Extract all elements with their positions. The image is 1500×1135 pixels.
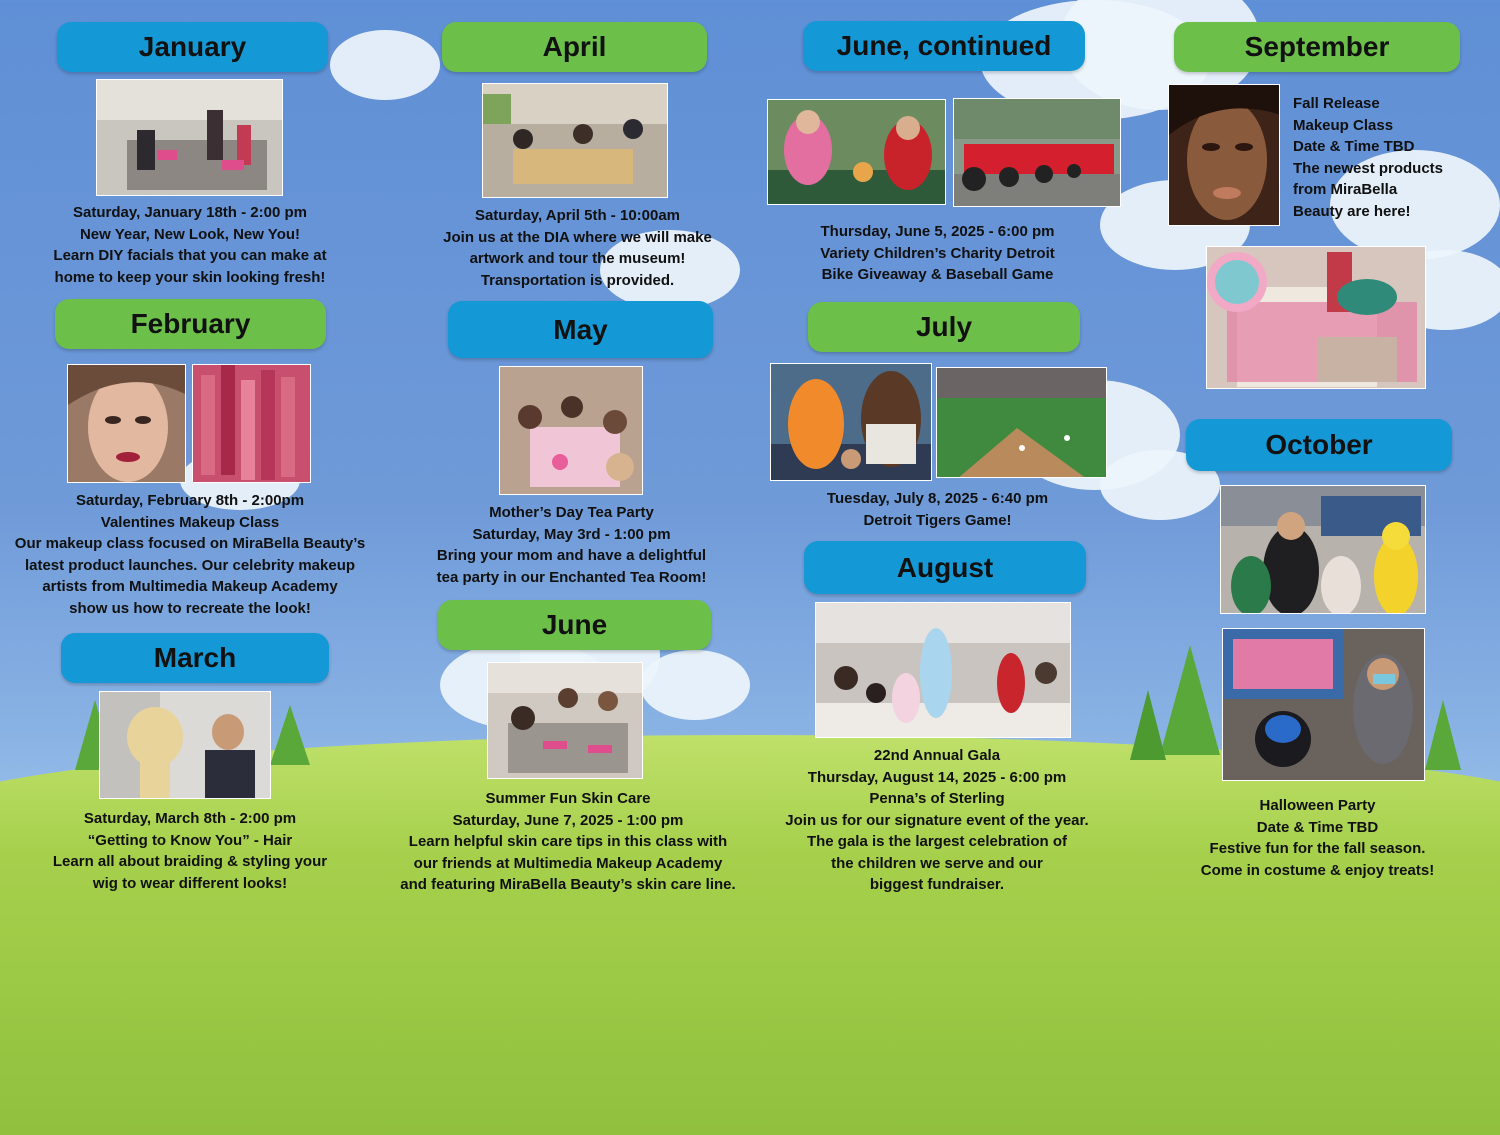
month-header-january: January bbox=[57, 22, 328, 72]
caption-april: Saturday, April 5th - 10:00am Join us at the DIA where we will make artwork and tour the museum! Transportation is provided. bbox=[443, 207, 712, 289]
photo-july-baseball-field bbox=[936, 367, 1107, 478]
photo-june-skin-care bbox=[487, 662, 643, 779]
caption-october: Halloween Party Date & Time TBD Festive fun for the fall season. Come in costume & enjoy treats! bbox=[1200, 797, 1435, 879]
photo-february-model bbox=[67, 364, 186, 483]
month-header-august: August bbox=[804, 541, 1086, 594]
month-header-june-continued: June, continued bbox=[803, 21, 1085, 71]
photo-august-gala bbox=[815, 602, 1071, 738]
caption-march: Saturday, March 8th - 2:00 pm “Getting to Know You” - Hair Learn all about braiding & styling your wig to wear different looks! bbox=[52, 810, 328, 892]
caption-may: Mother’s Day Tea Party Saturday, May 3rd - 1:00 pm Bring your mom and have a delightful tea party in our Enchanted Tea Room! bbox=[436, 504, 707, 586]
month-header-october: October bbox=[1186, 419, 1452, 471]
photo-july-mascots bbox=[770, 363, 932, 481]
caption-july: Tuesday, July 8, 2025 - 6:40 pm Detroit Tigers Game! bbox=[826, 490, 1049, 529]
month-header-june: June bbox=[438, 600, 711, 650]
photo-may-tea-party bbox=[499, 366, 643, 495]
caption-june-continued: Thursday, June 5, 2025 - 6:00 pm Variety Children’s Charity Detroit Bike Giveaway & Baseball Game bbox=[820, 223, 1055, 283]
photo-october-face-paint bbox=[1222, 628, 1425, 781]
photo-june-bikes bbox=[953, 98, 1121, 207]
month-header-march: March bbox=[61, 633, 329, 683]
caption-september: Fall Release Makeup Class Date & Time TBD The newest products from MiraBella Beauty are here! bbox=[1293, 95, 1444, 220]
photo-march-hair bbox=[99, 691, 271, 799]
month-header-february: February bbox=[55, 299, 326, 349]
photo-april-museum bbox=[482, 83, 668, 198]
month-header-july: July bbox=[808, 302, 1080, 352]
photo-september-products bbox=[1206, 246, 1426, 389]
caption-august: 22nd Annual Gala Thursday, August 14, 2025 - 6:00 pm Penna’s of Sterling Join us for our signature event of the year. The gala is the largest celebration of the children we serve and our biggest fundraiser. bbox=[785, 747, 1089, 893]
photo-february-lipsticks bbox=[192, 364, 311, 483]
month-header-april: April bbox=[442, 22, 707, 72]
month-header-september: September bbox=[1174, 22, 1460, 72]
photo-october-costumes bbox=[1220, 485, 1426, 614]
month-header-may: May bbox=[448, 301, 713, 358]
caption-january: Saturday, January 18th - 2:00 pm New Year, New Look, New You! Learn DIY facials that you can make at home to keep your skin looking fresh! bbox=[53, 204, 327, 286]
photo-june-picnic bbox=[767, 99, 946, 205]
photo-september-model bbox=[1168, 84, 1280, 226]
caption-february: Saturday, February 8th - 2:00pm Valentines Makeup Class Our makeup class focused on MiraBella Beauty’s latest product launches. Our celebrity makeup artists from Multimedia Makeup Academy show us how to recreate the look! bbox=[14, 492, 366, 617]
photo-january-facials bbox=[96, 79, 283, 196]
caption-june: Summer Fun Skin Care Saturday, June 7, 2025 - 1:00 pm Learn helpful skin care tips in this class with our friends at Multimedia Makeup Academy and featuring MiraBella Beauty’s skin care line. bbox=[400, 790, 736, 893]
